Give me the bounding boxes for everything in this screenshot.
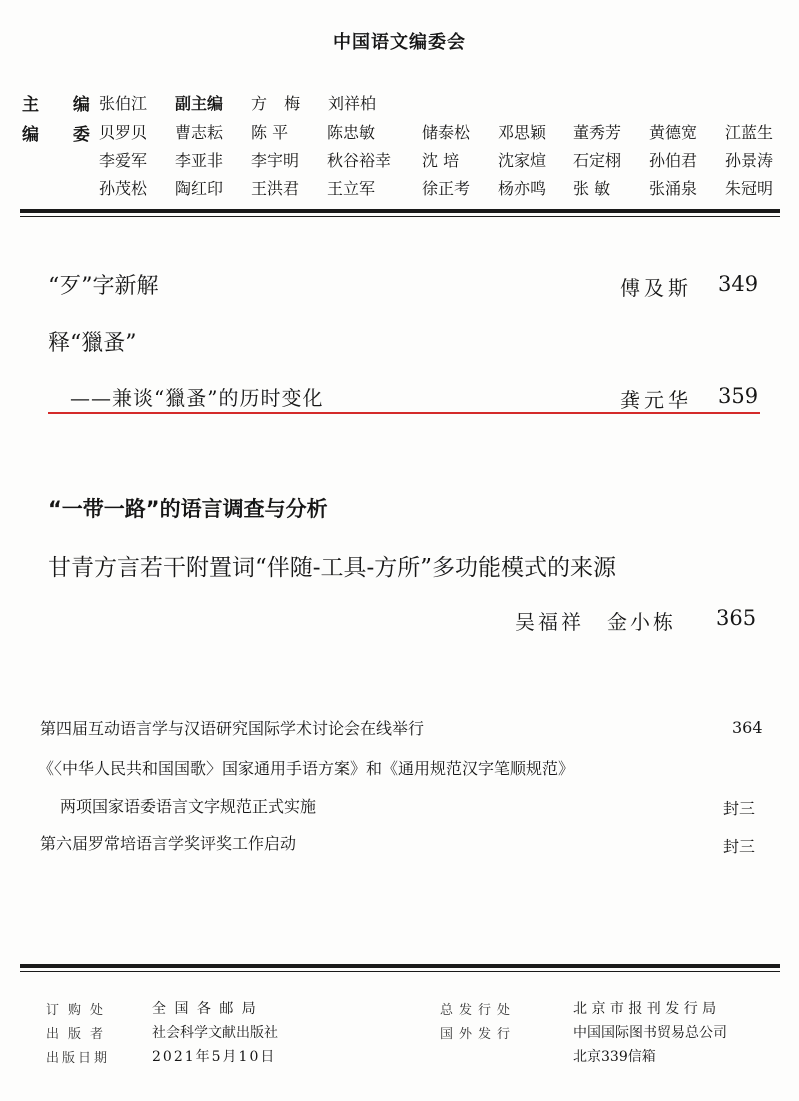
distributor-value: 北 京 市 报 刊 发 行 局 (573, 1001, 717, 1017)
notice-page: 封三 (723, 837, 756, 856)
article-author: 傅及斯 (620, 276, 692, 300)
board-member-name: 张 敏 (573, 179, 611, 198)
notice-item: 《〈中华人民共和国国歌〉国家通用手语方案》和《通用规范汉字笔顺规范》 (38, 759, 575, 778)
board-member-name: 石定栩 (573, 151, 622, 170)
article-authors: 吴福祥 金小栋 (515, 610, 676, 634)
header-divider-thin (20, 216, 780, 217)
board-member-name: 曹志耘 (175, 123, 224, 142)
board-member-name: 孙伯君 (649, 151, 698, 170)
date-value: 2021年5月10日 (152, 1049, 277, 1065)
board-member-name: 张涌泉 (649, 179, 698, 198)
board-member-name: 秋谷裕幸 (327, 151, 392, 170)
board-member-name: 李宇明 (251, 151, 300, 170)
deputy-editor-label: 副主编 (175, 94, 224, 113)
header-divider (20, 209, 780, 213)
board-member-name: 邓思颖 (498, 123, 547, 142)
notice-item: 第六届罗常培语言学奖评奖工作启动 (40, 834, 297, 853)
deputy-editor-name: 刘祥柏 (328, 94, 377, 113)
article-title: 甘青方言若干附置词“伴随-工具-方所”多功能模式的来源 (48, 555, 617, 581)
postbox: 北京339信箱 (573, 1049, 656, 1065)
board-member-name: 王立军 (327, 179, 376, 198)
board-member-name: 徐正考 (422, 179, 471, 198)
committee-title: 中国语文编委会 (333, 32, 466, 53)
order-value: 全 国 各 邮 局 (152, 1001, 258, 1017)
publisher-label: 出版者 (46, 1027, 113, 1042)
chief-editor-name: 张伯江 (99, 94, 148, 113)
board-member-name: 陶红印 (175, 179, 224, 198)
board-member-name: 李亚非 (175, 151, 224, 170)
notice-item: 第四届互动语言学与汉语研究国际学术讨论会在线举行 (40, 719, 425, 738)
foreign-value: 中国国际图书贸易总公司 (573, 1025, 727, 1041)
date-label: 出版日期 (46, 1051, 111, 1066)
article-subtitle: ——兼谈“獵蚤”的历时变化 (70, 386, 324, 410)
board-member-name: 李爱军 (99, 151, 148, 170)
board-member-name: 朱冠明 (725, 179, 774, 198)
board-member-name: 孙景涛 (725, 151, 774, 170)
board-member-name: 孙茂松 (99, 179, 148, 198)
article-author: 龚元华 (620, 388, 692, 412)
board-member-name: 江蓝生 (725, 123, 774, 142)
article-title: “歹”字新解 (48, 274, 159, 299)
notice-page: 364 (732, 718, 763, 737)
board-member-name: 沈家煊 (498, 151, 547, 170)
board-member-name: 储泰松 (422, 123, 471, 142)
distributor-label: 总发行处 (440, 1003, 517, 1018)
footer-divider (20, 964, 780, 968)
notice-page: 封三 (723, 799, 756, 818)
red-underline (48, 412, 760, 414)
order-label: 订购处 (46, 1003, 113, 1018)
foreign-label: 国外发行 (440, 1027, 517, 1042)
article-page: 365 (716, 606, 757, 630)
board-member-name: 杨亦鸣 (498, 179, 547, 198)
publisher-value: 社会科学文献出版社 (152, 1025, 278, 1041)
board-member-name: 王洪君 (251, 179, 300, 198)
board-member-name: 陈 平 (251, 123, 289, 142)
section-title: “一带一路”的语言调查与分析 (48, 497, 328, 521)
board-member-name: 贝罗贝 (99, 123, 148, 142)
footer-divider-thin (20, 971, 780, 972)
article-title: 释“獵蚤” (48, 331, 137, 356)
deputy-editor-name: 方 梅 (251, 94, 307, 113)
board-member-name: 董秀芳 (573, 123, 622, 142)
notice-item: 两项国家语委语言文字规范正式实施 (60, 797, 317, 816)
board-label: 编 委 (22, 125, 104, 145)
board-member-name: 陈忠敏 (327, 123, 376, 142)
chief-editor-label: 主 编 (22, 95, 104, 115)
article-page: 359 (718, 384, 759, 408)
board-member-name: 黄德宽 (649, 123, 698, 142)
article-page: 349 (718, 272, 759, 296)
board-member-name: 沈 培 (422, 151, 460, 170)
